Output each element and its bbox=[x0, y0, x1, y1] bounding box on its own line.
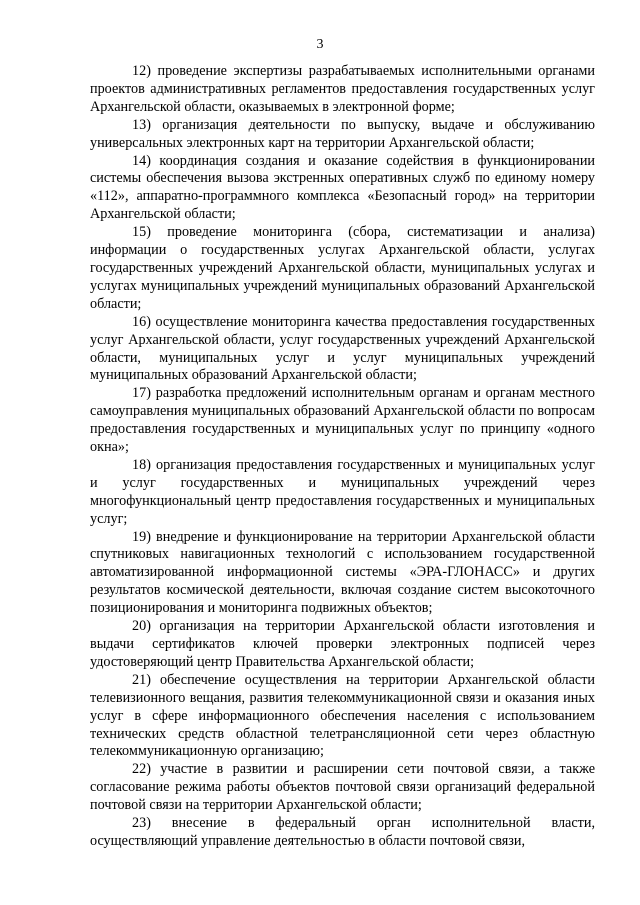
list-item-13: 13) организация деятельности по выпуску, выдаче и обслуживанию универсальных электронных карт на территории Архангельской области; bbox=[90, 116, 595, 151]
list-item-23: 23) внесение в федеральный орган исполнительной власти, осуществляющий управление деятельностью в области почтовой связи, bbox=[90, 815, 595, 849]
document-body bbox=[90, 63, 595, 851]
list-item-12: 12) проведение экспертизы разрабатываемых исполнительными органами проектов административных регламентов предоставления государственных услуг Архангельской области, оказываемых в электронной форме; bbox=[90, 63, 595, 115]
list-item-20: 20) организация на территории Архангельской области изготовления и выдачи сертификатов ключей проверки электронных подписей через удостоверяющий центр Правительства Архангельской области; bbox=[90, 618, 595, 670]
list-item-17: 17) разработка предложений исполнительным органам и органам местного самоуправления муниципальных образований Архангельской области по вопросам предоставления государственных и муниципальных услуг по принципу «одного окна»; bbox=[90, 385, 595, 456]
list-item-15: 15) проведение мониторинга (сбора, систематизации и анализа) информации о государственных услугах Архангельской области, услугах государственных учреждений Архангельской области, муниципальных услугах и услугах муниципальных учреждений муниципальных образований Архангельской области; bbox=[90, 224, 595, 312]
list-item-16: 16) осуществление мониторинга качества предоставления государственных услуг Архангельской области, услуг государственных учреждений Архангельской области, муниципальных услуг и услуг муниципальных учреждений муниципальных образований Архангельской области; bbox=[90, 313, 595, 384]
page-number: 3 bbox=[316, 37, 324, 52]
list-item-14: 14) координация создания и оказание содействия в функционировании системы обеспечения вызова экстренных оперативных служб по единому номеру «112», аппаратно-программного комплекса «Безопасный город» на территории Архангельской области; bbox=[90, 152, 595, 223]
list-item-19: 19) внедрение и функционирование на территории Архангельской области спутниковых навигационных технологий с использованием государственной автоматизированной информационной системы «ЭРА-ГЛОНАСС» и других результатов космической деятельности, включая создание систем высокоточного позиционирования и мониторинга подвижных объектов; bbox=[90, 528, 595, 617]
list-item-22: 22) участие в развитии и расширении сети почтовой связи, а также согласование режима работы объектов почтовой связи организаций федеральной почтовой связи на территории Архангельской области; bbox=[90, 761, 595, 814]
list-item-21: 21) обеспечение осуществления на территории Архангельской области телевизионного вещания, развития телекоммуникационной связи и оказания иных услуг в сфере информационного обеспечения населения с использованием технических средств областной телетрансляционной сети через областную телекоммуникационную организацию; bbox=[90, 671, 595, 760]
list-item-18: 18) организация предоставления государственных и муниципальных услуг и услуг государственных и муниципальных учреждений через многофункциональный центр предоставления государственных и муниципальных услуг; bbox=[90, 456, 595, 527]
